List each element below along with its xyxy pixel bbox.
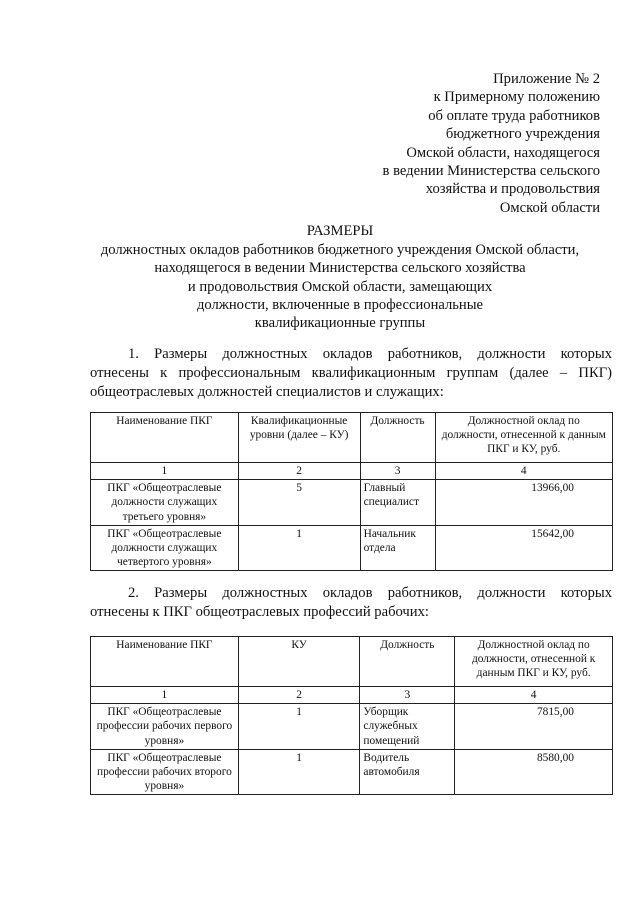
section-1-line: отнесены к профессиональным квалификационным группам (далее – ПКГ) [90, 365, 612, 381]
column-number: 2 [238, 687, 360, 704]
salary-cell: 8580,00 [455, 749, 613, 795]
position-cell: Водитель автомобиля [360, 749, 455, 795]
appendix-header [383, 70, 600, 217]
salary-cell: 15642,00 [435, 525, 612, 571]
title-line: квалификационные группы [254, 315, 426, 332]
column-number: 2 [238, 463, 360, 480]
appendix-line: хозяйства и продовольствия [425, 181, 600, 198]
appendix-line: об оплате труда работников [428, 107, 600, 124]
appendix-line: бюджетного учреждения [445, 126, 600, 143]
title-line: должности, включенные в профессиональные [196, 296, 484, 313]
appendix-line: Омской области, находящегося [406, 144, 600, 161]
level-cell: 5 [238, 480, 360, 526]
column-number: 3 [360, 687, 455, 704]
salary-cell: 7815,00 [455, 704, 613, 750]
column-number: 1 [91, 687, 239, 704]
table-pkg-workers [90, 636, 613, 795]
header-cell: Наименование ПКГ [91, 637, 239, 687]
title-line: находящегося в ведении Министерства сельского хозяйства [154, 260, 526, 277]
table-header-row [91, 637, 613, 687]
column-number: 4 [435, 463, 612, 480]
column-number-row [91, 687, 613, 704]
position-cell: Уборщик служебных помещений [360, 704, 455, 750]
section-2-text [90, 584, 612, 622]
appendix-line: Омской области [499, 199, 600, 216]
table-row [91, 749, 613, 795]
column-number: 3 [360, 463, 435, 480]
title-line: и продовольствия Омской области, замещающих [187, 278, 493, 295]
section-1-line: 1. Размеры должностных окладов работников, должности которых [128, 346, 612, 362]
header-cell: Наименование ПКГ [91, 413, 239, 463]
column-number-row [91, 463, 613, 480]
salary-cell: 13966,00 [435, 480, 612, 526]
appendix-line: к Примерному положению [433, 89, 600, 106]
pkg-name-cell: ПКГ «Общеотраслевые должности служащих третьего уровня» [91, 480, 239, 526]
column-number: 1 [91, 463, 239, 480]
table-row [91, 525, 613, 571]
table-header-row [91, 413, 613, 463]
position-cell: Начальник отдела [360, 525, 435, 571]
table-row [91, 704, 613, 750]
title-line: должностных окладов работников бюджетного учреждения Омской области, [100, 242, 580, 259]
section-2-line: отнесены к ПКГ общеотраслевых профессий рабочих: [90, 604, 429, 620]
appendix-line: Приложение № 2 [493, 71, 600, 87]
pkg-name-cell: ПКГ «Общеотраслевые должности служащих четвертого уровня» [91, 525, 239, 571]
pkg-name-cell: ПКГ «Общеотраслевые профессии рабочих второго уровня» [91, 749, 239, 795]
level-cell: 1 [238, 704, 360, 750]
level-cell: 1 [238, 525, 360, 571]
header-cell: Должность [360, 637, 455, 687]
header-cell: Должность [360, 413, 435, 463]
position-cell: Главный специалист [360, 480, 435, 526]
appendix-line: в ведении Министерства сельского [382, 163, 600, 180]
table-row [91, 480, 613, 526]
section-1-line: общеотраслевых должностей специалистов и служащих: [90, 384, 444, 400]
document-title [60, 222, 620, 332]
header-cell: Должностной оклад по должности, отнесенной к данным ПКГ и КУ, руб. [455, 637, 613, 687]
table-pkg-specialists [90, 412, 613, 571]
header-cell: КУ [238, 637, 360, 687]
pkg-name-cell: ПКГ «Общеотраслевые профессии рабочих первого уровня» [91, 704, 239, 750]
section-1-text [90, 345, 612, 402]
header-cell: Квалификационные уровни (далее – КУ) [238, 413, 360, 463]
title-main: РАЗМЕРЫ [306, 223, 374, 239]
header-cell: Должностной оклад по должности, отнесенной к данным ПКГ и КУ, руб. [435, 413, 612, 463]
column-number: 4 [455, 687, 613, 704]
level-cell: 1 [238, 749, 360, 795]
section-2-line: 2. Размеры должностных окладов работников, должности которых [128, 585, 612, 601]
